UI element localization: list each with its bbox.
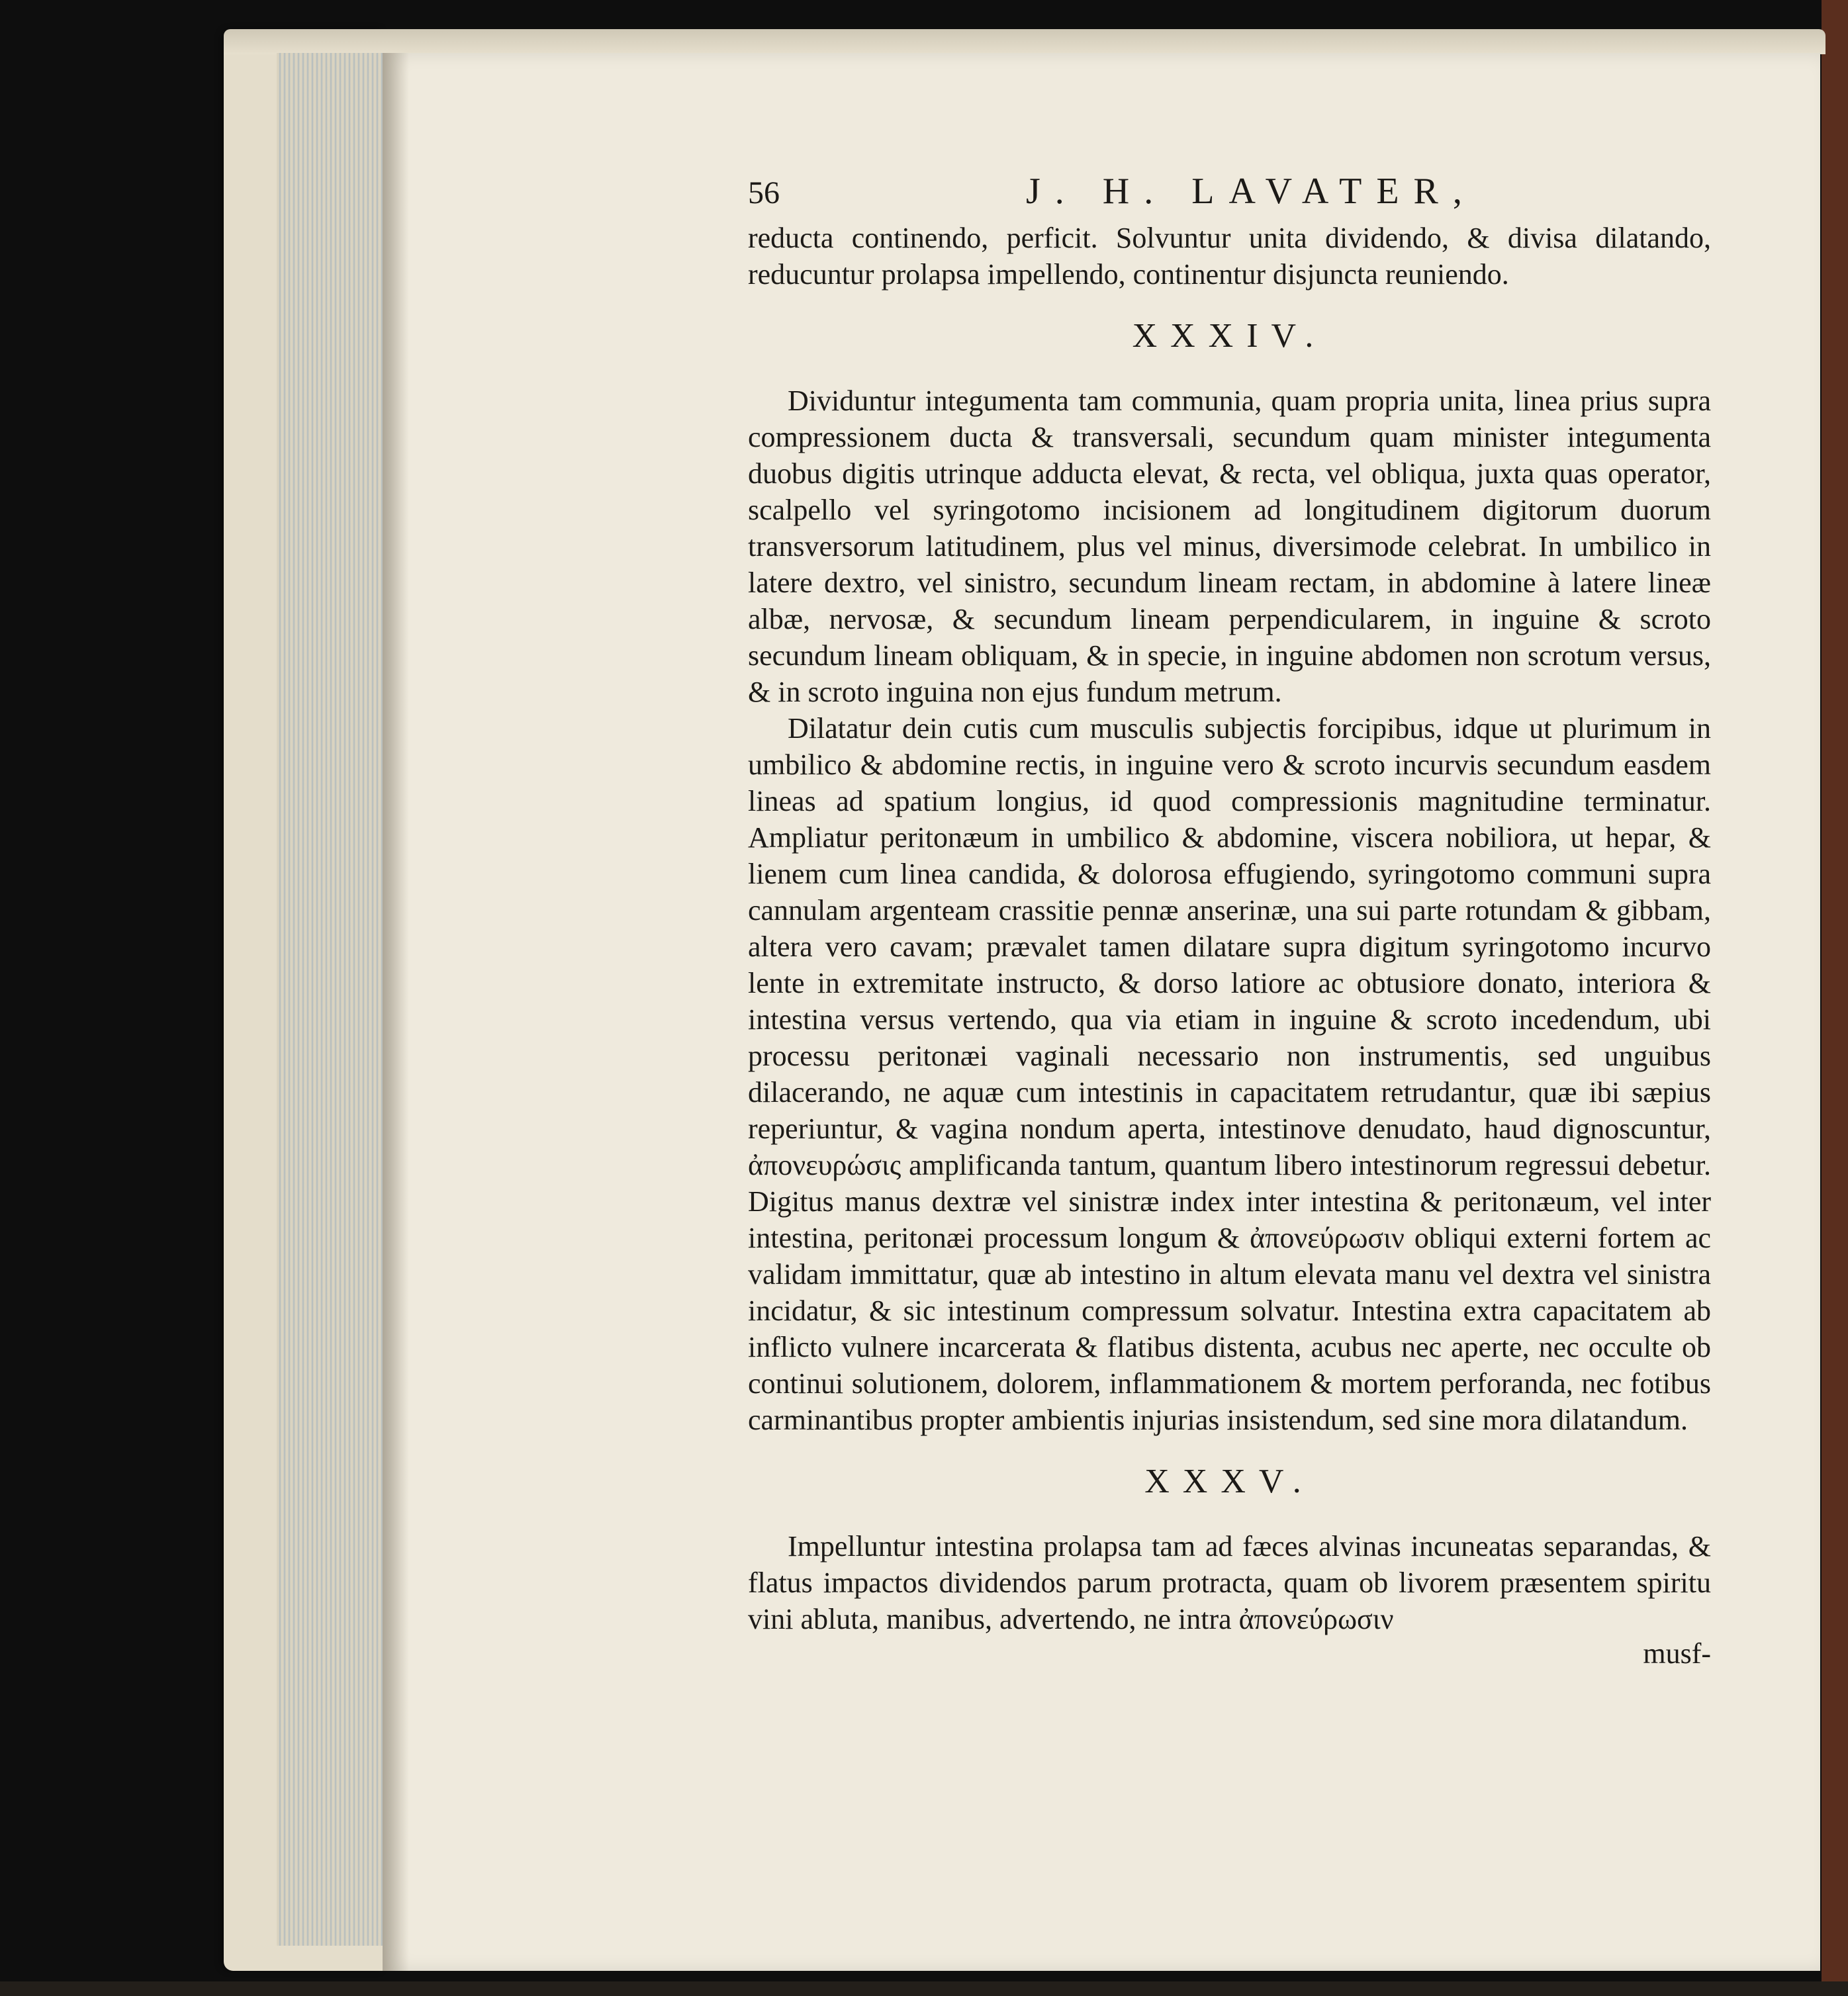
stacked-page-edges	[277, 53, 383, 1946]
running-head: J. H. LAVATER,	[1026, 171, 1477, 212]
scan-background-bottom	[0, 1981, 1848, 1996]
page-header	[748, 173, 1711, 220]
continued-paragraph: reducta continendo, perficit. Solvuntur unita dividendo, & divisa dilatando, reducuntur prolapsa impellendo, continentur disjuncta reuniendo.	[748, 222, 1711, 291]
section-heading-xxxiv: XXXIV.	[1132, 317, 1327, 355]
page-edges-top	[224, 29, 1825, 54]
paragraph-impelluntur: Impelluntur intestina prolapsa tam ad fæces alvinas incuneatas separandas, & flatus impactos dividendos parum protracta, quam ob livorem præsentem spiritu vini abluta, manibus, advertendo, ne intra ἀπονεύρωσιν	[748, 1530, 1711, 1635]
catchword: musf-	[1643, 1637, 1711, 1670]
paragraph-dividuntur: Dividuntur integumenta tam communia, quam propria unita, linea prius supra compressionem ducta & transversali, secundum quam minister integumenta duobus digitis utrinque adducta elevat, & recta, vel obliqua, juxta quas operator, scalpello vel syringotomo incisionem ad longitudinem digitorum duorum transversorum latitudinem, plus vel minus, diversimode celebrat. In umbilico in latere dextro, vel sinistro, secundum lineam rectam, in abdomine à latere lineæ albæ, nervosæ, & secundum lineam perpendicularem, in inguine & scroto secundum lineam obliquam, & in specie, in inguine abdomen non scrotum versus, & in scroto inguina non ejus fundum metrum.	[748, 385, 1711, 708]
section-heading-xxxv: XXXV.	[1144, 1463, 1315, 1500]
page-gutter-shadow	[383, 53, 409, 1971]
paragraph-dilatatur: Dilatatur dein cutis cum musculis subjectis forcipibus, idque ut plurimum in umbilico & abdomine rectis, in inguine vero & scroto incurvis secundum easdem lineas ad spatium longius, id quod compressionis magnitudine terminatur. Ampliatur peritonæum in umbilico & abdomine, viscera nobiliora, ut hepar, & lienem cum linea candida, & dolorosa effugiendo, syringotomo communi supra cannulam argenteam crassitie pennæ anserinæ, una sui parte rotundam & gibbam, altera vero cavam; prævalet tamen dilatare supra digitum syringotomo incurvo lente in extremitate instructo, & dorso latiore ac obtusiore donato, interiora & intestina versus vertendo, qua via etiam in inguine & scroto incedendum, ubi processu peritonæi vaginali necessario non instrumentis, sed unguibus dilacerando, ne aquæ cum intestinis in capacitatem retrudantur, quæ ibi sæpius reperiuntur, & vagina nondum aperta, intestinove denudato, haud dignoscuntur, ἀπονευρώσις amplificanda tantum, quantum libero intestinorum regressui debetur. Digitus manus dextræ vel sinistræ index inter intestina & peritonæum, vel inter intestina, peritonæi processum longum & ἀπονεύρωσιν obliqui externi fortem ac validam immittatur, quæ ab intestino in altum elevata manu vel dextra vel sinistra incidatur, & sic intestinum compressum solvatur. Intestina extra capacitatem ab inflicto vulnere incarcerata & flatibus distenta, acubus nec aperte, nec occulte ob continui solutionem, dolorem, inflammationem & mortem perforanda, nec fotibus carminantibus propter ambientis injurias insistendum, sed sine mora dilatandum.	[748, 712, 1711, 1436]
scan-background-right	[1822, 0, 1848, 1996]
text-block	[748, 173, 1711, 1670]
page-number: 56	[748, 175, 780, 210]
